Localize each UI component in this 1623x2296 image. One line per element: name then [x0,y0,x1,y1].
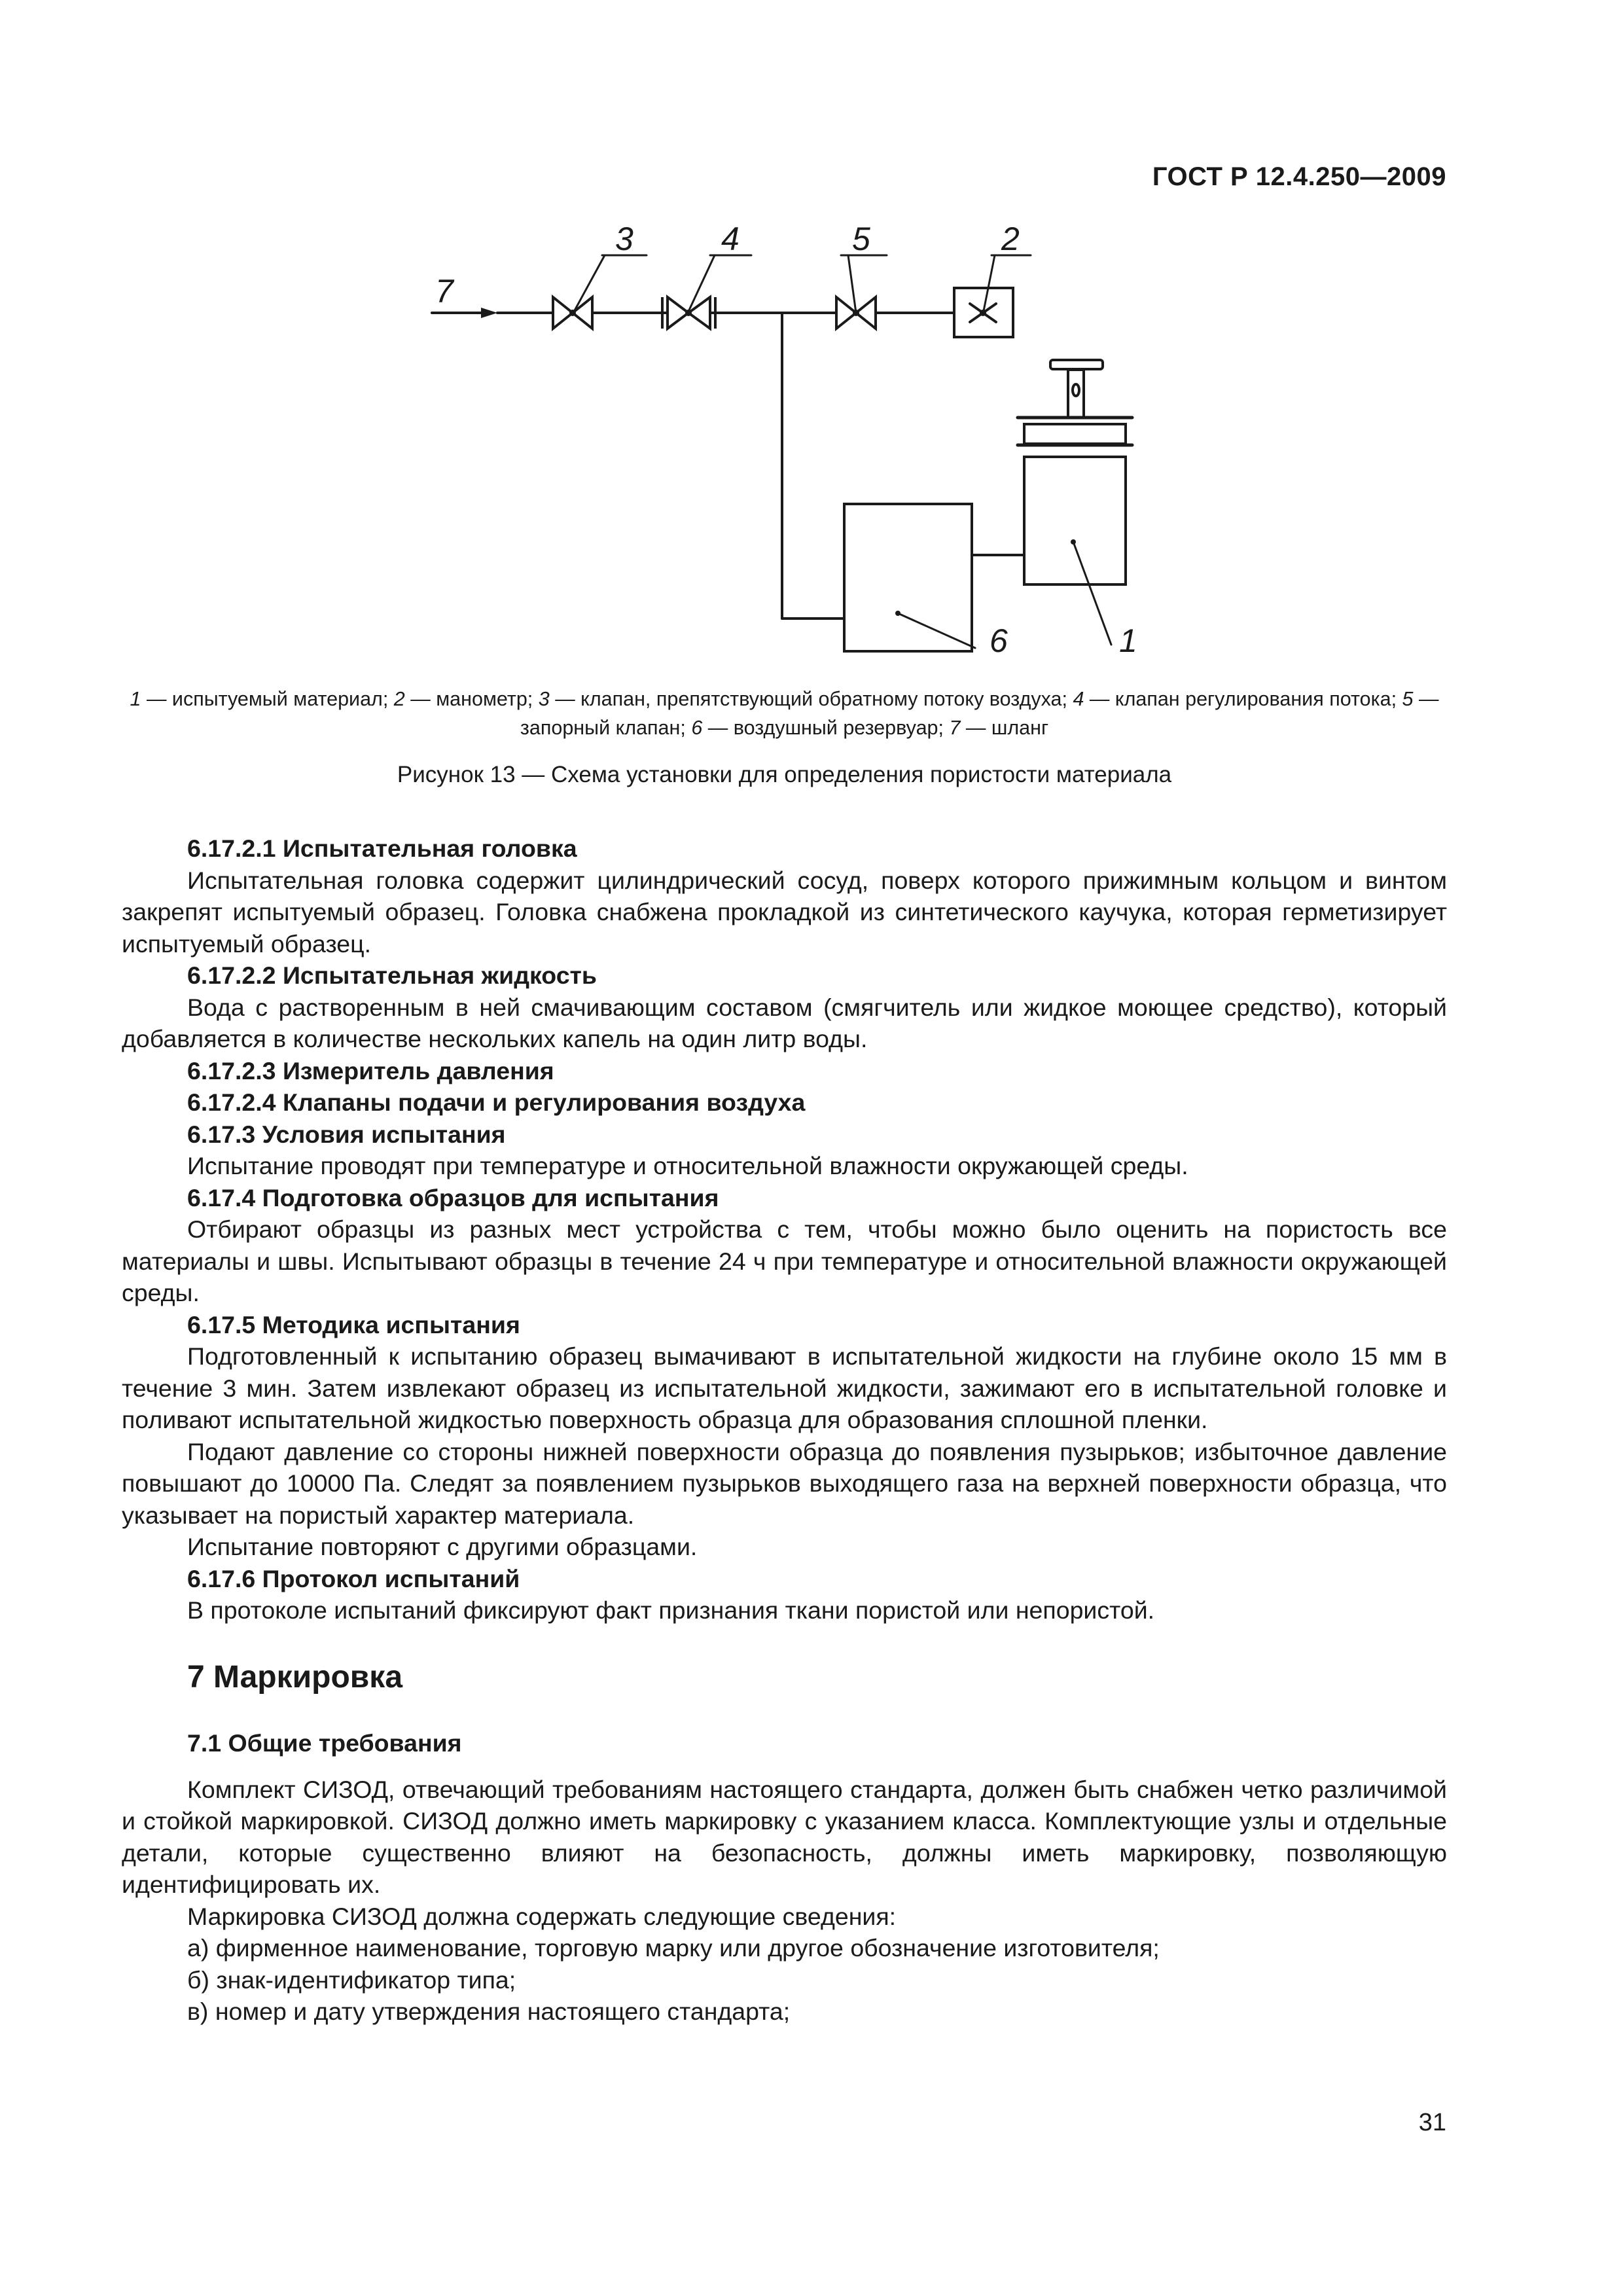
legend-text: — шланг [960,717,1049,739]
heading-6-17-5: 6.17.5 Методика испытания [187,1310,520,1338]
page-header-standard-id: ГОСТ Р 12.4.250—2009 [1152,162,1446,191]
callout-4: 4 [721,223,740,257]
heading-6-17-6: 6.17.6 Протокол испытаний [187,1564,520,1592]
arrow-head [481,308,497,318]
schematic-diagram [406,223,1191,668]
legend-num: 7 [949,717,961,739]
air-reservoir [844,504,972,651]
clamp-screw [1068,370,1084,418]
callout-7: 7 [435,273,454,310]
legend-num: 5 [1402,688,1414,710]
legend-text: — воздушный резервуар; [702,717,950,739]
legend-num: 1 [130,688,141,710]
figure-13-schematic [406,223,1191,668]
paragraph: Комплект СИЗОД, отвечающий требованиям настоящего стандарта, должен быть снабжен четко различимой и стойкой маркировкой. СИЗОД должно иметь маркировку с указанием класса. Комплектующие узлы и отдельные детали, которые существенно влияют на безопасность, должны иметь маркировку, позволяющую идентифицировать их. [122,1775,1447,1898]
heading-6-17-2-2: 6.17.2.2 Испытательная жидкость [187,961,597,989]
legend-text: — клапан регулирования потока; [1084,688,1402,710]
heading-6-17-2-4: 6.17.2.4 Клапаны подачи и регулирования воздуха [187,1088,806,1116]
list-item: б) знак-идентификатор типа; [187,1965,516,1994]
legend-text: — запорный клапан; [520,688,1439,739]
paragraph: В протоколе испытаний фиксируют факт признания ткани пористой или непористой. [187,1596,1155,1624]
figure-caption: Рисунок 13 — Схема установки для определения пористости материала [397,762,1172,787]
legend-num: 2 [393,688,405,710]
callout-3: 3 [615,223,633,257]
callout-6: 6 [990,622,1008,659]
clamp-ring [1024,424,1126,444]
paragraph: Испытание проводят при температуре и относительной влажности окружающей среды. [187,1152,1188,1179]
figure-legend [122,685,1447,742]
page-number: 31 [1418,2109,1446,2136]
heading-6-17-2-3: 6.17.2.3 Измеритель давления [187,1056,554,1085]
callout-2: 2 [1001,223,1020,257]
paragraph: Подают давление со стороны нижней поверхности образца до появления пузырьков; избыточное давление повышают до 10000 Па. Следят за появлением пузырьков выходящего газа на верхней поверхности образца, что указывает на пористый характер материала. [122,1437,1447,1529]
callout-5: 5 [852,223,870,257]
paragraph: Испытательная головка содержит цилиндрический сосуд, поверх которого прижимным кольцом и винтом закрепят испытуемый образец. Головка снабжена прокладкой из синтетического каучука, которая герметизирует испытуемый образец. [122,866,1447,958]
heading-6-17-3: 6.17.3 Условия испытания [187,1120,506,1148]
callout-1: 1 [1119,622,1137,659]
paragraph: Отбирают образцы из разных мест устройства с тем, чтобы можно было оценить на пористость все материалы и швы. Испытывают образцы в течение 24 ч при температуре и относительной влажности окружающей среды. [122,1215,1447,1306]
paragraph: Вода с растворенным в ней смачивающим составом (смягчитель или жидкое моющее средство), который добавляется в количестве нескольких капель на один литр воды. [122,993,1447,1052]
legend-text: — клапан, препятствующий обратному потоку воздуха; [549,688,1073,710]
legend-num: 4 [1073,688,1084,710]
paragraph: Испытание повторяют с другими образцами. [187,1533,698,1560]
heading-7-1: 7.1 Общие требования [187,1729,462,1757]
legend-num: 6 [691,717,703,739]
test-head [1024,457,1126,584]
legend-num: 3 [538,688,550,710]
heading-7-marking: 7 Маркировка [187,1659,403,1695]
heading-6-17-2-1: 6.17.2.1 Испытательная головка [187,834,577,862]
paragraph: Маркировка СИЗОД должна содержать следующие сведения: [187,1902,897,1930]
legend-text: — манометр; [404,688,539,710]
heading-6-17-4: 6.17.4 Подготовка образцов для испытания [187,1183,719,1211]
document-body [122,833,1447,2028]
legend-text: — испытуемый материал; [141,688,394,710]
list-item: в) номер и дату утверждения настоящего стандарта; [187,1998,791,2025]
paragraph: Подготовленный к испытанию образец вымачивают в испытательной жидкости на глубине около 15 мм в течение 3 мин. Затем извлекают образец из испытательной жидкости, зажимают его в испытательной головке и поливают испытательной жидкостью поверхность образца для образования сплошной пленки. [122,1342,1447,1433]
list-item: а) фирменное наименование, торговую марку или другое обозначение изготовителя; [187,1934,1160,1962]
